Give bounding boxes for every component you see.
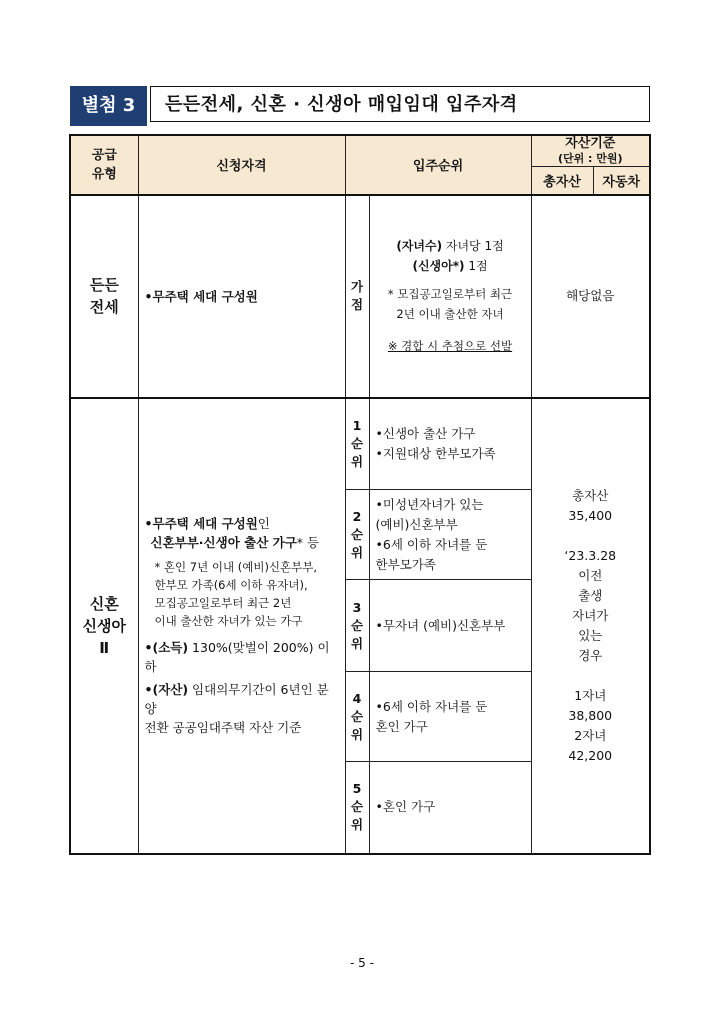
newlywed-qualification (138, 398, 345, 854)
qual-line-2: 신혼부부·신생아 출산 가구* 등 (150, 535, 320, 550)
rank-2-criteria: •미성년자녀가 있는 (예비)신혼부부 •6세 이하 자녀를 둔 한부모가족 (369, 490, 531, 580)
rank-4-criteria: •6세 이하 자녀를 둔 혼인 가구 (369, 672, 531, 762)
qual-note: * 혼인 7년 이내 (예비)신혼부부, 한부모 가족(6세 이하 유자녀), 모집공고일로부터 최근 2년 이내 출산한 자녀가 있는 가구 (154, 560, 318, 628)
rank-1-label: 1 순 위 (345, 398, 369, 490)
newlywed-asset-standard: 총자산 35,400 ‘23.3.28 이전 출생 자녀가 있는 경우 1자녀 38,800 2자녀 42,200 (531, 398, 650, 854)
header-vehicle: 자동차 (593, 167, 650, 195)
deundeun-asset: 해당없음 (531, 195, 650, 398)
rank-1-criteria: •신생아 출산 가구 •지원대상 한부모가족 (369, 398, 531, 490)
asset-unit-label: (단위 : 만원) (557, 152, 623, 165)
rank-4-label: 4 순 위 (345, 672, 369, 762)
points-newborn: (신생아*) 1점 (412, 259, 488, 273)
rank-2-label: 2 순 위 (345, 490, 369, 580)
points-children: (자녀수) 자녀당 1점 (396, 239, 504, 253)
deundeun-qualification: •무주택 세대 구성원 (138, 195, 345, 398)
rank-3-label: 3 순 위 (345, 580, 369, 672)
deundeun-points-label: 가 점 (345, 195, 369, 398)
supply-type-newlywed: 신혼 신생아 Ⅱ (70, 398, 138, 854)
annex-label: 별첨 3 (70, 86, 147, 126)
header-asset-standard (531, 135, 650, 167)
header-supply-type: 공급 유형 (70, 135, 138, 195)
asset-standard-label: 자산기준 (565, 136, 616, 151)
asset-criterion: •(자산) 임대의무기간이 6년인 분양 전환 공공임대주택 자산 기준 (144, 682, 329, 735)
qual-line-1: •무주택 세대 구성원인 (144, 516, 270, 531)
page-title: 든든전세, 신혼 · 신생아 매입임대 입주자격 (150, 86, 650, 122)
rank-5-criteria: •혼인 가구 (369, 762, 531, 854)
header-qualification: 신청자격 (138, 135, 345, 195)
eligibility-table (69, 134, 651, 855)
rank-3-criteria: •무자녀 (예비)신혼부부 (369, 580, 531, 672)
supply-type-deundeun: 든든 전세 (70, 195, 138, 398)
points-note: * 모집공고일로부터 최근 2년 이내 출산한 자녀 (387, 287, 513, 321)
rank-5-label: 5 순 위 (345, 762, 369, 854)
header-priority: 입주순위 (345, 135, 531, 195)
annex-title (70, 86, 652, 126)
page-number: - 5 - (350, 956, 374, 970)
header-total-assets: 총자산 (531, 167, 593, 195)
income-criterion: •(소득) 130%(맞벌이 200%) 이하 (144, 640, 330, 674)
tie-break-note: ※ 경합 시 추첨으로 선발 (387, 339, 513, 353)
deundeun-points (369, 195, 531, 398)
